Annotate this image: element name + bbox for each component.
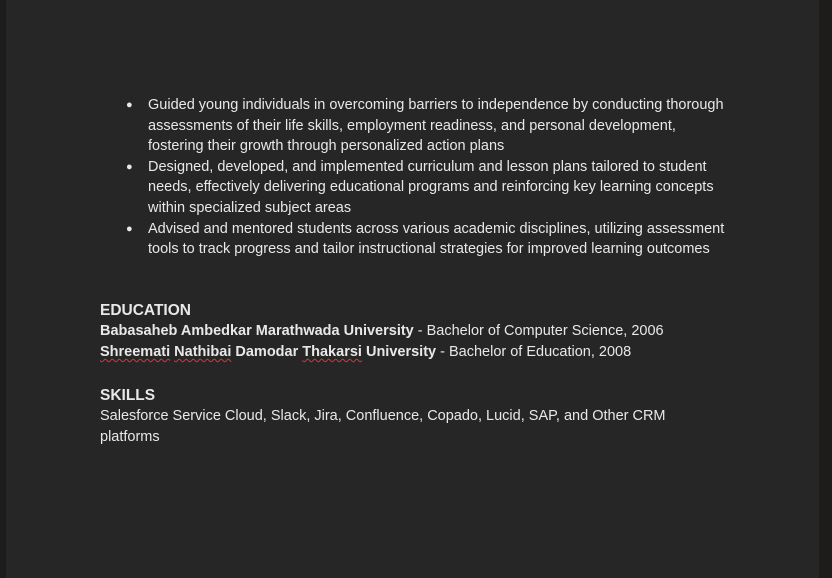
bullet-icon: ●	[126, 160, 133, 173]
education-section	[100, 301, 740, 363]
list-item	[126, 157, 726, 219]
spellcheck-word[interactable]: Shreemati	[100, 344, 171, 360]
bullet-text: Guided young individuals in overcoming barriers to independence by conducting thorough assessments of their life skills, employment readiness, and personal development, fostering their growth through personalized action plans	[148, 97, 724, 155]
skills-heading: SKILLS	[100, 387, 156, 404]
education-heading: EDUCATION	[100, 302, 191, 319]
list-item	[126, 219, 726, 260]
skills-text: Salesforce Service Cloud, Slack, Jira, Confluence, Copado, Lucid, SAP, and Other CRM platforms	[100, 408, 666, 445]
school-name: Shreemati Nathibai Damodar Thakarsi University	[100, 344, 437, 360]
skills-section	[100, 386, 740, 448]
bullet-icon: ●	[126, 99, 133, 111]
experience-bullet-list	[126, 95, 726, 260]
bullet-icon: ●	[126, 222, 133, 235]
spellcheck-word[interactable]: Nathibai	[174, 344, 232, 360]
list-item	[126, 95, 726, 157]
education-entry	[100, 342, 740, 363]
spellcheck-word[interactable]: Thakarsi	[302, 344, 362, 360]
degree-detail: - Bachelor of Computer Science, 2006	[413, 323, 664, 339]
degree-detail: - Bachelor of Education, 2008	[436, 344, 632, 360]
bullet-text: Advised and mentored students across various academic disciplines, utilizing assessment tools to track progress and tailor instructional strategies for improved learning outcomes	[148, 220, 725, 258]
education-entry	[100, 321, 740, 342]
bullet-text: Designed, developed, and implemented curriculum and lesson plans tailored to student needs, effectively delivering educational programs and reinforcing key learning concepts within specialized subject areas	[148, 158, 714, 216]
school-name: Babasaheb Ambedkar Marathwada University	[100, 323, 414, 339]
resume-page	[6, 0, 819, 578]
